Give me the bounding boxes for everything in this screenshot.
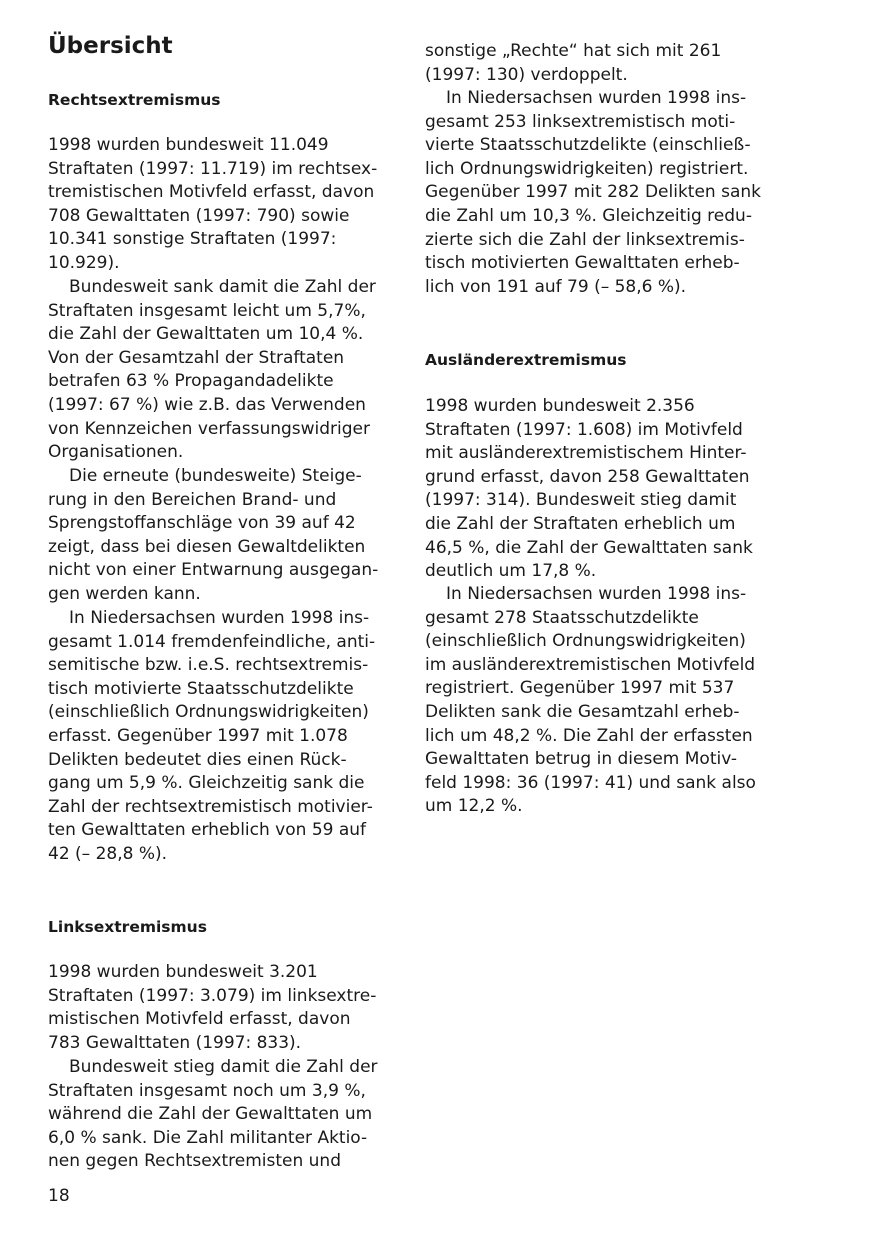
text-line: von Kennzeichen verfassungswidriger bbox=[48, 418, 371, 439]
text-line: semitische bzw. i.e.S. rechtsextremis- bbox=[48, 655, 369, 676]
text-line: (1997: 314). Bundesweit stieg damit bbox=[425, 490, 737, 511]
text-line: (einschließlich Ordnungswidrigkeiten) bbox=[48, 702, 369, 723]
text-line: deutlich um 17,8 %. bbox=[425, 561, 597, 582]
text-line: vierte Staatsschutzdelikte (einschließ- bbox=[425, 135, 751, 156]
paragraph-auslaender-2 bbox=[425, 583, 756, 819]
text-line: Straftaten insgesamt leicht um 5,7%, bbox=[48, 300, 366, 321]
paragraph-auslaender-1 bbox=[425, 395, 753, 584]
paragraph-links-4 bbox=[425, 87, 761, 299]
text-line: 708 Gewalttaten (1997: 790) sowie bbox=[48, 205, 350, 226]
text-line: In Niedersachsen wurden 1998 ins- bbox=[446, 88, 747, 108]
text-line: Organisationen. bbox=[48, 442, 184, 463]
text-line: die Zahl um 10,3 %. Gleichzeitig redu- bbox=[425, 205, 752, 226]
text-line: 6,0 % sank. Die Zahl militanter Aktio- bbox=[48, 1127, 368, 1148]
text-line: Gewalttaten betrug in diesem Motiv- bbox=[425, 749, 737, 770]
text-line: (einschließlich Ordnungswidrigkeiten) bbox=[425, 631, 746, 652]
text-line: die Zahl der Gewalttaten um 10,4 %. bbox=[48, 324, 364, 345]
text-line: Straftaten insgesamt noch um 3,9 %, bbox=[48, 1080, 366, 1101]
text-line: gesamt 278 Staatsschutzdelikte bbox=[425, 607, 699, 628]
text-line: Straftaten (1997: 3.079) im linksextre- bbox=[48, 985, 377, 1006]
text-line: zeigt, dass bei diesen Gewaltdelikten bbox=[48, 536, 366, 557]
text-line: gesamt 1.014 fremdenfeindliche, anti- bbox=[48, 631, 376, 652]
text-line: Von der Gesamtzahl der Straftaten bbox=[48, 347, 345, 368]
text-line: feld 1998: 36 (1997: 41) und sank also bbox=[425, 772, 756, 793]
text-line: 1998 wurden bundesweit 2.356 bbox=[425, 396, 695, 416]
text-line: tisch motivierte Staatsschutzdelikte bbox=[48, 678, 354, 699]
text-line: Zahl der rechtsextremistisch motivier- bbox=[48, 796, 373, 817]
text-line: nicht von einer Entwarnung ausgegan- bbox=[48, 560, 379, 581]
text-line: erfasst. Gegenüber 1997 mit 1.078 bbox=[48, 725, 348, 746]
paragraph-rechts-3 bbox=[48, 465, 378, 607]
text-line: die Zahl der Straftaten erheblich um bbox=[425, 513, 736, 534]
text-line: grund erfasst, davon 258 Gewalttaten bbox=[425, 466, 750, 487]
text-line: 1998 wurden bundesweit 3.201 bbox=[48, 962, 318, 982]
text-line: Delikten sank die Gesamtzahl erheb- bbox=[425, 701, 740, 722]
text-line: 42 (– 28,8 %). bbox=[48, 843, 168, 864]
text-line: gesamt 253 linksextremistisch moti- bbox=[425, 111, 736, 132]
text-line: Straftaten (1997: 1.608) im Motivfeld bbox=[425, 419, 743, 440]
text-line: nen gegen Rechtsextremisten und bbox=[48, 1151, 341, 1172]
section-heading-rechtsextremismus: Rechtsextremismus bbox=[48, 91, 221, 109]
text-line: 783 Gewalttaten (1997: 833). bbox=[48, 1032, 302, 1053]
text-line: Bundesweit sank damit die Zahl der bbox=[69, 277, 376, 297]
text-line: Die erneute (bundesweite) Steige- bbox=[69, 466, 362, 486]
paragraph-rechts-1 bbox=[48, 134, 377, 276]
paragraph-rechts-2 bbox=[48, 276, 376, 465]
text-line: Delikten bedeutet dies einen Rück- bbox=[48, 749, 347, 770]
text-line: (1997: 67 %) wie z.B. das Verwenden bbox=[48, 394, 366, 415]
text-line: mistischen Motivfeld erfasst, davon bbox=[48, 1009, 351, 1030]
paragraph-links-2 bbox=[48, 1056, 378, 1174]
text-line: 10.341 sonstige Straftaten (1997: bbox=[48, 229, 337, 250]
text-line: lich um 48,2 %. Die Zahl der erfassten bbox=[425, 725, 753, 746]
text-line: gang um 5,9 %. Gleichzeitig sank die bbox=[48, 773, 365, 794]
text-line: (1997: 130) verdoppelt. bbox=[425, 64, 628, 85]
text-line: tremistischen Motivfeld erfasst, davon bbox=[48, 182, 375, 203]
page-number: 18 bbox=[48, 1186, 70, 1206]
text-line: registriert. Gegenüber 1997 mit 537 bbox=[425, 678, 735, 699]
text-line: zierte sich die Zahl der linksextremis- bbox=[425, 229, 745, 250]
text-line: während die Zahl der Gewalttaten um bbox=[48, 1104, 373, 1125]
text-line: Straftaten (1997: 11.719) im rechtsex- bbox=[48, 158, 378, 179]
text-line: ten Gewalttaten erheblich von 59 auf bbox=[48, 820, 367, 841]
text-line: im ausländerextremistischen Motivfeld bbox=[425, 654, 756, 675]
text-line: mit ausländerextremistischem Hinter- bbox=[425, 443, 747, 464]
text-line: 1998 wurden bundesweit 11.049 bbox=[48, 135, 329, 155]
text-line: sonstige „Rechte“ hat sich mit 261 bbox=[425, 41, 722, 61]
text-line: Gegenüber 1997 mit 282 Delikten sank bbox=[425, 182, 761, 203]
paragraph-rechts-4 bbox=[48, 607, 375, 867]
paragraph-links-3 bbox=[425, 40, 721, 87]
paragraph-links-1 bbox=[48, 961, 376, 1055]
text-line: lich von 191 auf 79 (– 58,6 %). bbox=[425, 276, 687, 297]
page-title: Übersicht bbox=[48, 33, 173, 59]
text-line: lich Ordnungswidrigkeiten) registriert. bbox=[425, 158, 749, 179]
text-line: rung in den Bereichen Brand- und bbox=[48, 489, 337, 510]
text-line: Bundesweit stieg damit die Zahl der bbox=[69, 1057, 378, 1077]
text-line: 10.929). bbox=[48, 252, 120, 273]
text-line: 46,5 %, die Zahl der Gewalttaten sank bbox=[425, 537, 753, 558]
section-heading-auslaenderextremismus: Ausländerextremismus bbox=[425, 351, 627, 369]
text-line: tisch motivierten Gewalttaten erheb- bbox=[425, 253, 740, 274]
text-line: In Niedersachsen wurden 1998 ins- bbox=[69, 608, 370, 628]
text-line: In Niedersachsen wurden 1998 ins- bbox=[446, 584, 747, 604]
text-line: gen werden kann. bbox=[48, 583, 201, 604]
text-line: um 12,2 %. bbox=[425, 796, 523, 817]
text-line: betrafen 63 % Propagandadelikte bbox=[48, 371, 334, 392]
text-line: Sprengstoffanschläge von 39 auf 42 bbox=[48, 513, 356, 534]
section-heading-linksextremismus: Linksextremismus bbox=[48, 918, 207, 936]
